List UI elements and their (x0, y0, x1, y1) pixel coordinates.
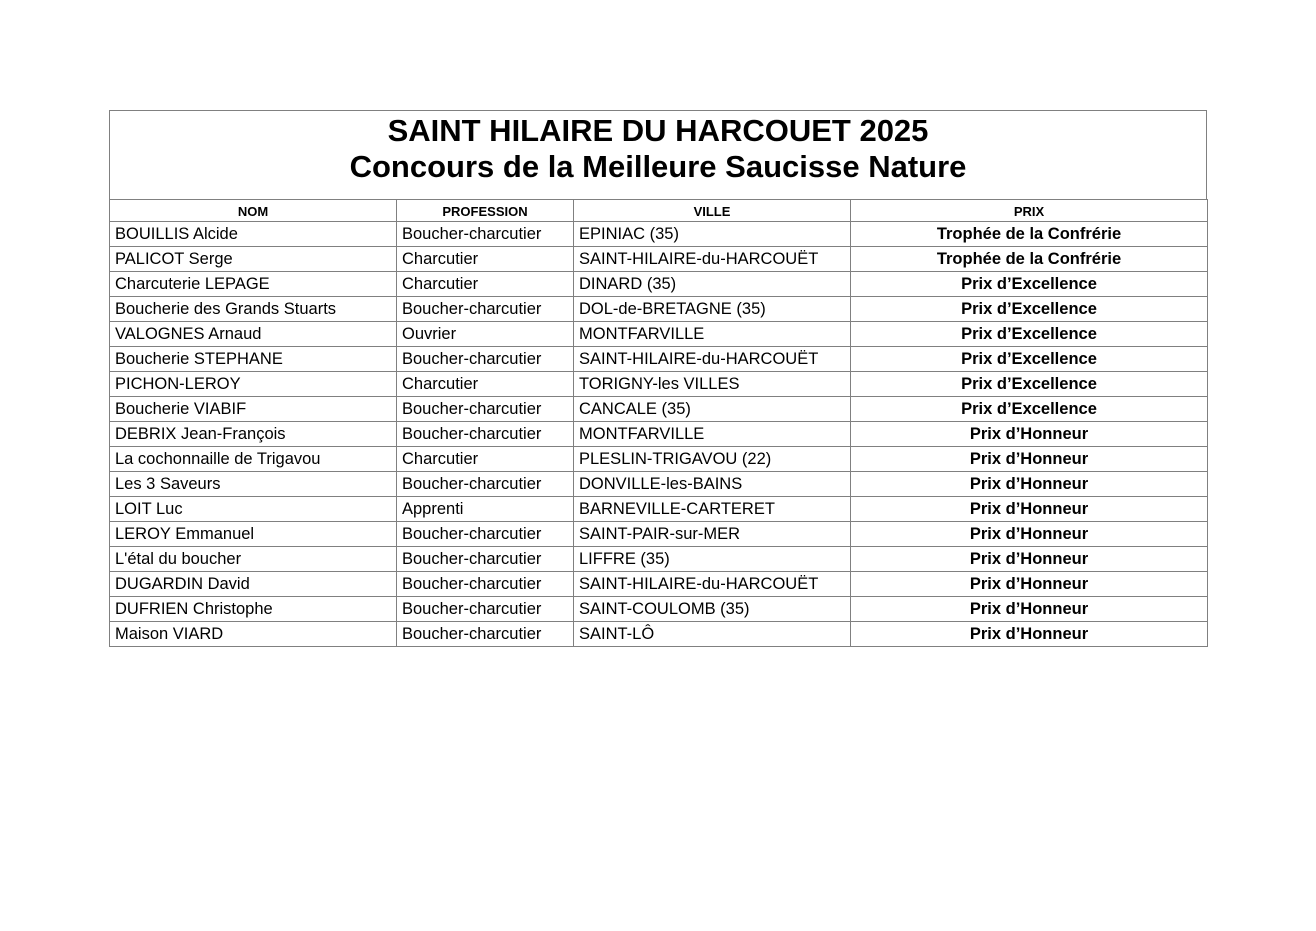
cell-ville: MONTFARVILLE (574, 422, 851, 447)
cell-prix: Prix d’Honneur (851, 497, 1208, 522)
cell-nom: PALICOT Serge (110, 247, 397, 272)
cell-nom: Boucherie STEPHANE (110, 347, 397, 372)
table-row (110, 447, 1208, 472)
table-row (110, 247, 1208, 272)
cell-prix: Prix d’Honneur (851, 547, 1208, 572)
cell-prix: Prix d’Honneur (851, 472, 1208, 497)
table-row (110, 272, 1208, 297)
table-row (110, 297, 1208, 322)
cell-nom: Les 3 Saveurs (110, 472, 397, 497)
cell-profession: Boucher-charcutier (397, 472, 574, 497)
table-row (110, 572, 1208, 597)
cell-ville: EPINIAC (35) (574, 222, 851, 247)
cell-ville: TORIGNY-les VILLES (574, 372, 851, 397)
cell-profession: Charcutier (397, 247, 574, 272)
column-header-ville: VILLE (574, 200, 851, 222)
table-row (110, 597, 1208, 622)
cell-ville: SAINT-LÔ (574, 622, 851, 647)
cell-profession: Boucher-charcutier (397, 397, 574, 422)
cell-ville: LIFFRE (35) (574, 547, 851, 572)
column-header-profession: PROFESSION (397, 200, 574, 222)
cell-profession: Boucher-charcutier (397, 422, 574, 447)
cell-ville: BARNEVILLE-CARTERET (574, 497, 851, 522)
cell-nom: LOIT Luc (110, 497, 397, 522)
cell-profession: Boucher-charcutier (397, 522, 574, 547)
cell-prix: Trophée de la Confrérie (851, 247, 1208, 272)
cell-nom: LEROY Emmanuel (110, 522, 397, 547)
table-row (110, 472, 1208, 497)
results-table (109, 199, 1208, 647)
cell-ville: SAINT-HILAIRE-du-HARCOUËT (574, 347, 851, 372)
cell-profession: Apprenti (397, 497, 574, 522)
cell-prix: Prix d’Excellence (851, 347, 1208, 372)
cell-profession: Boucher-charcutier (397, 622, 574, 647)
document-subtitle: Concours de la Meilleure Saucisse Nature (349, 149, 967, 184)
cell-nom: Charcuterie LEPAGE (110, 272, 397, 297)
cell-nom: La cochonnaille de Trigavou (110, 447, 397, 472)
cell-profession: Charcutier (397, 447, 574, 472)
cell-ville: DINARD (35) (574, 272, 851, 297)
cell-nom: Boucherie VIABIF (110, 397, 397, 422)
cell-prix: Prix d’Honneur (851, 597, 1208, 622)
cell-ville: SAINT-HILAIRE-du-HARCOUËT (574, 572, 851, 597)
table-row (110, 222, 1208, 247)
results-sheet (109, 110, 1207, 647)
cell-prix: Prix d’Excellence (851, 322, 1208, 347)
cell-prix: Prix d’Excellence (851, 397, 1208, 422)
cell-prix: Prix d’Honneur (851, 447, 1208, 472)
cell-nom: BOUILLIS Alcide (110, 222, 397, 247)
cell-nom: DUGARDIN David (110, 572, 397, 597)
cell-ville: CANCALE (35) (574, 397, 851, 422)
table-header-row (110, 200, 1208, 222)
cell-ville: SAINT-COULOMB (35) (574, 597, 851, 622)
cell-profession: Charcutier (397, 372, 574, 397)
cell-prix: Trophée de la Confrérie (851, 222, 1208, 247)
cell-ville: DOL-de-BRETAGNE (35) (574, 297, 851, 322)
cell-profession: Boucher-charcutier (397, 347, 574, 372)
cell-profession: Boucher-charcutier (397, 572, 574, 597)
document-title: SAINT HILAIRE DU HARCOUET 2025 (387, 113, 929, 148)
cell-profession: Ouvrier (397, 322, 574, 347)
cell-prix: Prix d’Excellence (851, 272, 1208, 297)
cell-ville: SAINT-PAIR-sur-MER (574, 522, 851, 547)
cell-prix: Prix d’Honneur (851, 622, 1208, 647)
cell-ville: SAINT-HILAIRE-du-HARCOUËT (574, 247, 851, 272)
cell-profession: Boucher-charcutier (397, 547, 574, 572)
cell-profession: Boucher-charcutier (397, 597, 574, 622)
cell-ville: MONTFARVILLE (574, 322, 851, 347)
cell-prix: Prix d’Excellence (851, 372, 1208, 397)
cell-prix: Prix d’Honneur (851, 422, 1208, 447)
cell-prix: Prix d’Excellence (851, 297, 1208, 322)
table-row (110, 622, 1208, 647)
table-row (110, 547, 1208, 572)
cell-ville: DONVILLE-les-BAINS (574, 472, 851, 497)
cell-ville: PLESLIN-TRIGAVOU (22) (574, 447, 851, 472)
table-row (110, 372, 1208, 397)
cell-nom: DEBRIX Jean-François (110, 422, 397, 447)
table-row (110, 522, 1208, 547)
cell-profession: Charcutier (397, 272, 574, 297)
cell-prix: Prix d’Honneur (851, 522, 1208, 547)
table-row (110, 422, 1208, 447)
cell-nom: DUFRIEN Christophe (110, 597, 397, 622)
cell-nom: VALOGNES Arnaud (110, 322, 397, 347)
cell-prix: Prix d’Honneur (851, 572, 1208, 597)
cell-profession: Boucher-charcutier (397, 222, 574, 247)
table-row (110, 322, 1208, 347)
cell-profession: Boucher-charcutier (397, 297, 574, 322)
table-body (110, 222, 1208, 647)
cell-nom: PICHON-LEROY (110, 372, 397, 397)
table-row (110, 497, 1208, 522)
column-header-prix: PRIX (851, 200, 1208, 222)
cell-nom: L'étal du boucher (110, 547, 397, 572)
table-row (110, 397, 1208, 422)
cell-nom: Maison VIARD (110, 622, 397, 647)
column-header-nom: NOM (110, 200, 397, 222)
cell-nom: Boucherie des Grands Stuarts (110, 297, 397, 322)
table-row (110, 347, 1208, 372)
title-block (109, 110, 1207, 199)
